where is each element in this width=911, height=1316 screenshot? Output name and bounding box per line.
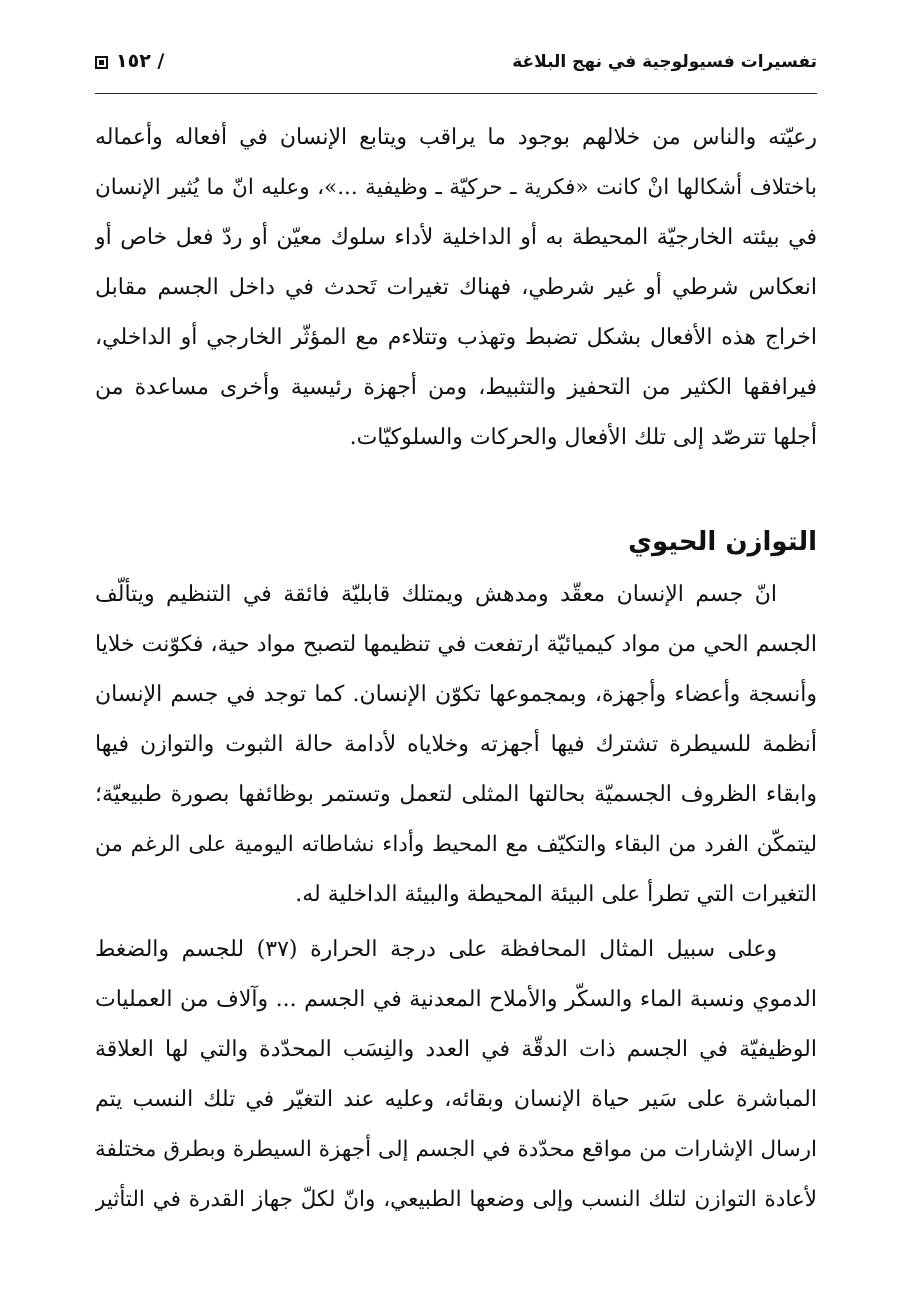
text-line: رعيّته والناس من خلالهم بوجود ما يراقب ويتابع الإنسان في أفعاله وأعماله xyxy=(95,125,817,150)
text-line: في بيئته الخارجيّة المحيطة به أو الداخلية لأداء سلوك معيّن أو ردّ فعل خاص أو xyxy=(95,225,817,250)
paragraph-3 xyxy=(95,925,817,1225)
text-line: فيرافقها الكثير من التحفيز والتثبيط، ومن أجهزة رئيسية وأخرى مساعدة من xyxy=(95,375,817,400)
paragraph-2 xyxy=(95,570,817,920)
page-number xyxy=(95,50,164,72)
square-icon xyxy=(95,56,108,69)
text-line: وابقاء الظروف الجسميّة بحالتها المثلى لتعمل وتستمر بوظائفها بصورة طبيعيّة؛ xyxy=(95,782,817,807)
page-number-text: ١٥٢ / xyxy=(116,50,165,72)
text-line: وعلى سبيل المثال المحافظة على درجة الحرارة (٣٧) للجسم والضغط xyxy=(95,937,777,962)
text-line: التغيرات التي تطرأ على البيئة المحيطة والبيئة الداخلية له. xyxy=(295,882,817,907)
text-line: المباشرة على سَير حياة الإنسان وبقائه، وعليه عند التغيّر في تلك النسب يتم xyxy=(95,1087,817,1112)
text-line: انّ جسم الإنسان معقّد ومدهش ويمتلك قابليّة فائقة في التنظيم ويتألّف xyxy=(95,582,777,607)
running-header xyxy=(95,50,817,90)
text-line: وأنسجة وأعضاء وأجهزة، وبمجموعها تكوّن الإنسان. كما توجد في جسم الإنسان xyxy=(95,682,817,707)
text-line: أنظمة للسيطرة تشترك فيها أجهزته وخلاياه لأدامة حالة الثبوت والتوازن فيها xyxy=(95,732,817,757)
section-heading: التوازن الحيوي xyxy=(628,527,817,557)
text-line: لأعادة التوازن لتلك النسب وإلى وضعها الطبيعي، وانّ لكلّ جهاز القدرة في التأثير xyxy=(95,1187,817,1212)
text-line: انعكاس شرطي أو غير شرطي، فهناك تغيرات تَحدث في داخل الجسم مقابل xyxy=(95,275,817,300)
text-line: ليتمكّن الفرد من البقاء والتكيّف مع المحيط وأداء نشاطاته اليومية على الرغم من xyxy=(95,832,817,857)
text-line: الجسم الحي من مواد كيميائيّة ارتفعت في تنظيمها لتصبح مواد حية، فكوّنت خلايا xyxy=(95,632,817,657)
text-line: باختلاف أشكالها انْ كانت «فكرية ـ حركيّة ـ وظيفية ...»، وعليه انّ ما يُثير الإنسان xyxy=(95,175,817,200)
text-line: ارسال الإشارات من مواقع محدّدة في الجسم إلى أجهزة السيطرة وبطرق مختلفة xyxy=(95,1137,817,1162)
book-title: تفسيرات فسيولوجية في نهج البلاغة xyxy=(512,52,817,72)
paragraph-1 xyxy=(95,113,817,463)
header-divider xyxy=(95,93,817,94)
text-line: اخراج هذه الأفعال بشكل تضبط وتهذب وتتلاءم مع المؤثّر الخارجي أو الداخلي، xyxy=(95,325,817,350)
text-line: الدموي ونسبة الماء والسكّر والأملاح المعدنية في الجسم ... وآلاف من العمليات xyxy=(95,987,817,1012)
text-line: أجلها تترصّد إلى تلك الأفعال والحركات والسلوكيّات. xyxy=(349,425,817,450)
text-line: الوظيفيّة في الجسم ذات الدقّة في العدد والنِسَب المحدّدة والتي لها العلاقة xyxy=(95,1037,817,1062)
